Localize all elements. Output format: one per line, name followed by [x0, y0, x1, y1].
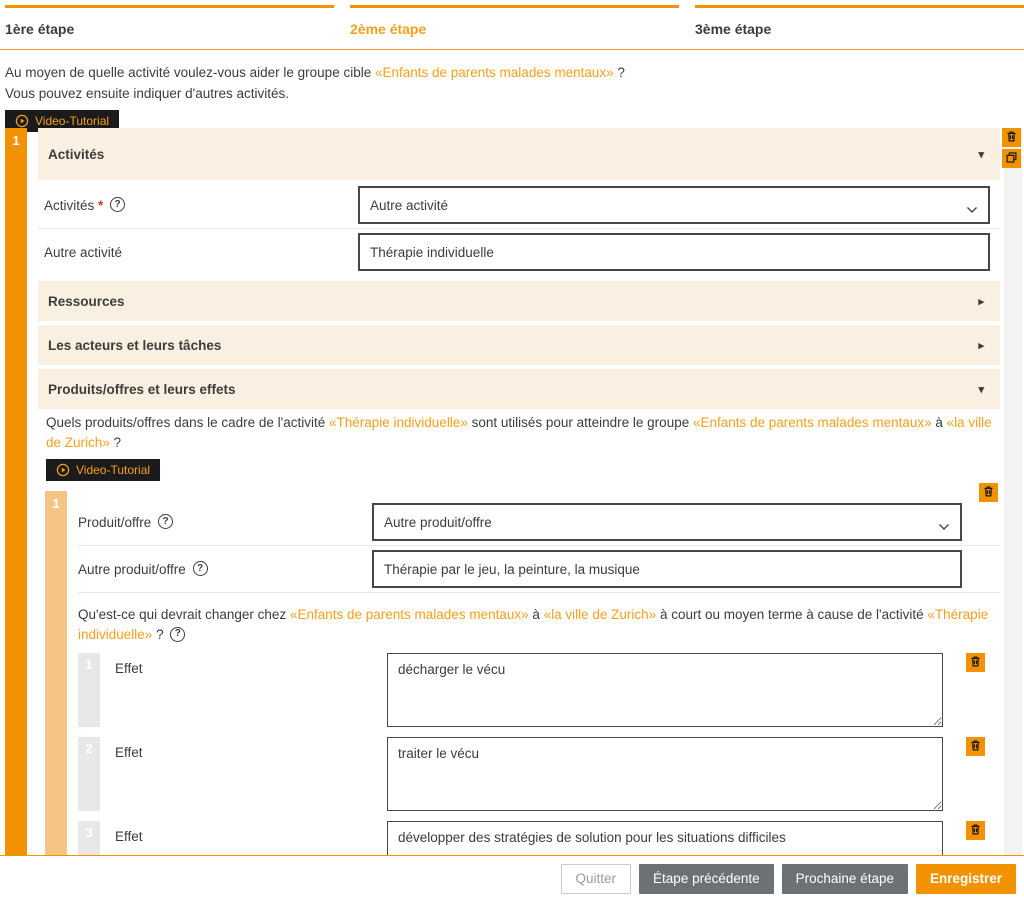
activities-select[interactable] — [358, 186, 990, 224]
effect-label: Effet — [115, 745, 143, 760]
effect-row-3 — [78, 821, 1000, 855]
accordion-acteurs[interactable] — [38, 325, 1000, 365]
caret-down-icon: ▾ — [978, 148, 984, 161]
accordion-ressources[interactable] — [38, 281, 1000, 321]
product-row — [78, 499, 1000, 545]
caret-right-icon: ▸ — [978, 339, 984, 352]
activities-label — [38, 197, 358, 213]
products-question: Quels produits/offres dans le cadre de l'activité «Thérapie individuelle» sont utilisés pour atteindre le groupe «Enfants de parents malades mentaux» à «la ville de Zurich» ? — [46, 415, 992, 450]
product-sub-block-1 — [38, 491, 1000, 855]
effect-textarea-2[interactable] — [387, 737, 943, 811]
activities-label-text: Activités — [44, 198, 95, 213]
other-product-label-text: Autre produit/offre — [78, 562, 186, 577]
delete-effect-button[interactable] — [966, 653, 985, 672]
intro-text — [0, 50, 1024, 134]
accordion-produits-title: Produits/offres et leurs effets — [48, 381, 236, 397]
step-tabs — [0, 0, 1024, 50]
tab-step-3[interactable]: 3ème étape — [695, 5, 1024, 49]
delete-activity-button[interactable] — [1002, 128, 1021, 147]
caret-down-icon: ▾ — [978, 383, 984, 396]
play-circle-icon — [56, 463, 70, 477]
other-activity-label: Autre activité — [44, 244, 123, 260]
accordion-activites-title: Activités — [48, 146, 105, 162]
other-product-label — [78, 561, 372, 577]
accordion-produits[interactable] — [38, 369, 1000, 409]
accordion-activites[interactable] — [38, 128, 1000, 180]
trash-icon — [969, 823, 982, 839]
duplicate-activity-button[interactable] — [1002, 149, 1021, 168]
copy-icon — [1005, 151, 1018, 167]
play-circle-icon — [15, 114, 29, 128]
other-activity-input[interactable] — [358, 233, 990, 271]
trash-icon — [969, 655, 982, 671]
next-step-button[interactable]: Prochaine étape — [782, 864, 908, 894]
right-scroll-rail[interactable] — [1004, 128, 1022, 855]
video-tutorial-label: Video-Tutorial — [76, 463, 151, 477]
delete-effect-button[interactable] — [966, 737, 985, 756]
activities-row — [38, 182, 1000, 228]
effect-number: 1 — [78, 653, 100, 727]
save-button[interactable]: Enregistrer — [916, 864, 1016, 894]
footer-action-bar — [0, 855, 1024, 901]
product-select[interactable] — [372, 503, 962, 541]
video-tutorial-label: Video-Tutorial — [35, 114, 110, 128]
effect-label: Effet — [115, 661, 143, 676]
effects-question — [78, 605, 1000, 645]
help-icon[interactable]: ? — [158, 514, 173, 529]
tab-step-2[interactable]: 2ème étape — [350, 5, 679, 49]
other-product-row — [78, 545, 1000, 592]
effect-number: 2 — [78, 737, 100, 811]
delete-effect-button[interactable] — [966, 821, 985, 840]
trash-icon — [1005, 130, 1018, 146]
accordion-ressources-title: Ressources — [48, 293, 125, 309]
effect-number: 3 — [78, 821, 100, 855]
trash-icon — [969, 739, 982, 755]
quit-button[interactable]: Quitter — [561, 864, 632, 894]
tab-step-1[interactable]: 1ère étape — [5, 5, 334, 49]
intro-question: Au moyen de quelle activité voulez-vous aider le groupe cible «Enfants de parents malades mentaux» ? — [5, 65, 625, 80]
product-label — [78, 514, 372, 530]
effect-row-2 — [78, 737, 1000, 811]
activity-block-1 — [0, 128, 1024, 855]
other-activity-row — [38, 228, 1000, 275]
help-icon[interactable]: ? — [193, 561, 208, 576]
effect-textarea-1[interactable] — [387, 653, 943, 727]
other-product-input[interactable] — [372, 550, 962, 588]
help-icon[interactable]: ? — [110, 197, 125, 212]
product-sub-block-number: 1 — [45, 491, 67, 855]
effect-row-1 — [78, 653, 1000, 727]
effect-label: Effet — [115, 829, 143, 844]
effects-question-text: Qu'est-ce qui devrait changer chez «Enfants de parents malades mentaux» à «la ville de Zurich» à court ou moyen terme à cause de l'activité «Thérapie individuelle» ? — [78, 607, 989, 642]
video-tutorial-button-2[interactable] — [46, 459, 160, 481]
product-label-text: Produit/offre — [78, 515, 152, 530]
required-marker: * — [98, 198, 104, 213]
accordion-acteurs-title: Les acteurs et leurs tâches — [48, 337, 222, 353]
caret-right-icon: ▸ — [978, 295, 984, 308]
previous-step-button[interactable]: Étape précédente — [639, 864, 774, 894]
effect-textarea-3[interactable] — [387, 821, 943, 855]
intro-hint: Vous pouvez ensuite indiquer d'autres activités. — [5, 86, 290, 101]
help-icon[interactable]: ? — [170, 627, 185, 642]
activity-block-number: 1 — [5, 128, 27, 855]
